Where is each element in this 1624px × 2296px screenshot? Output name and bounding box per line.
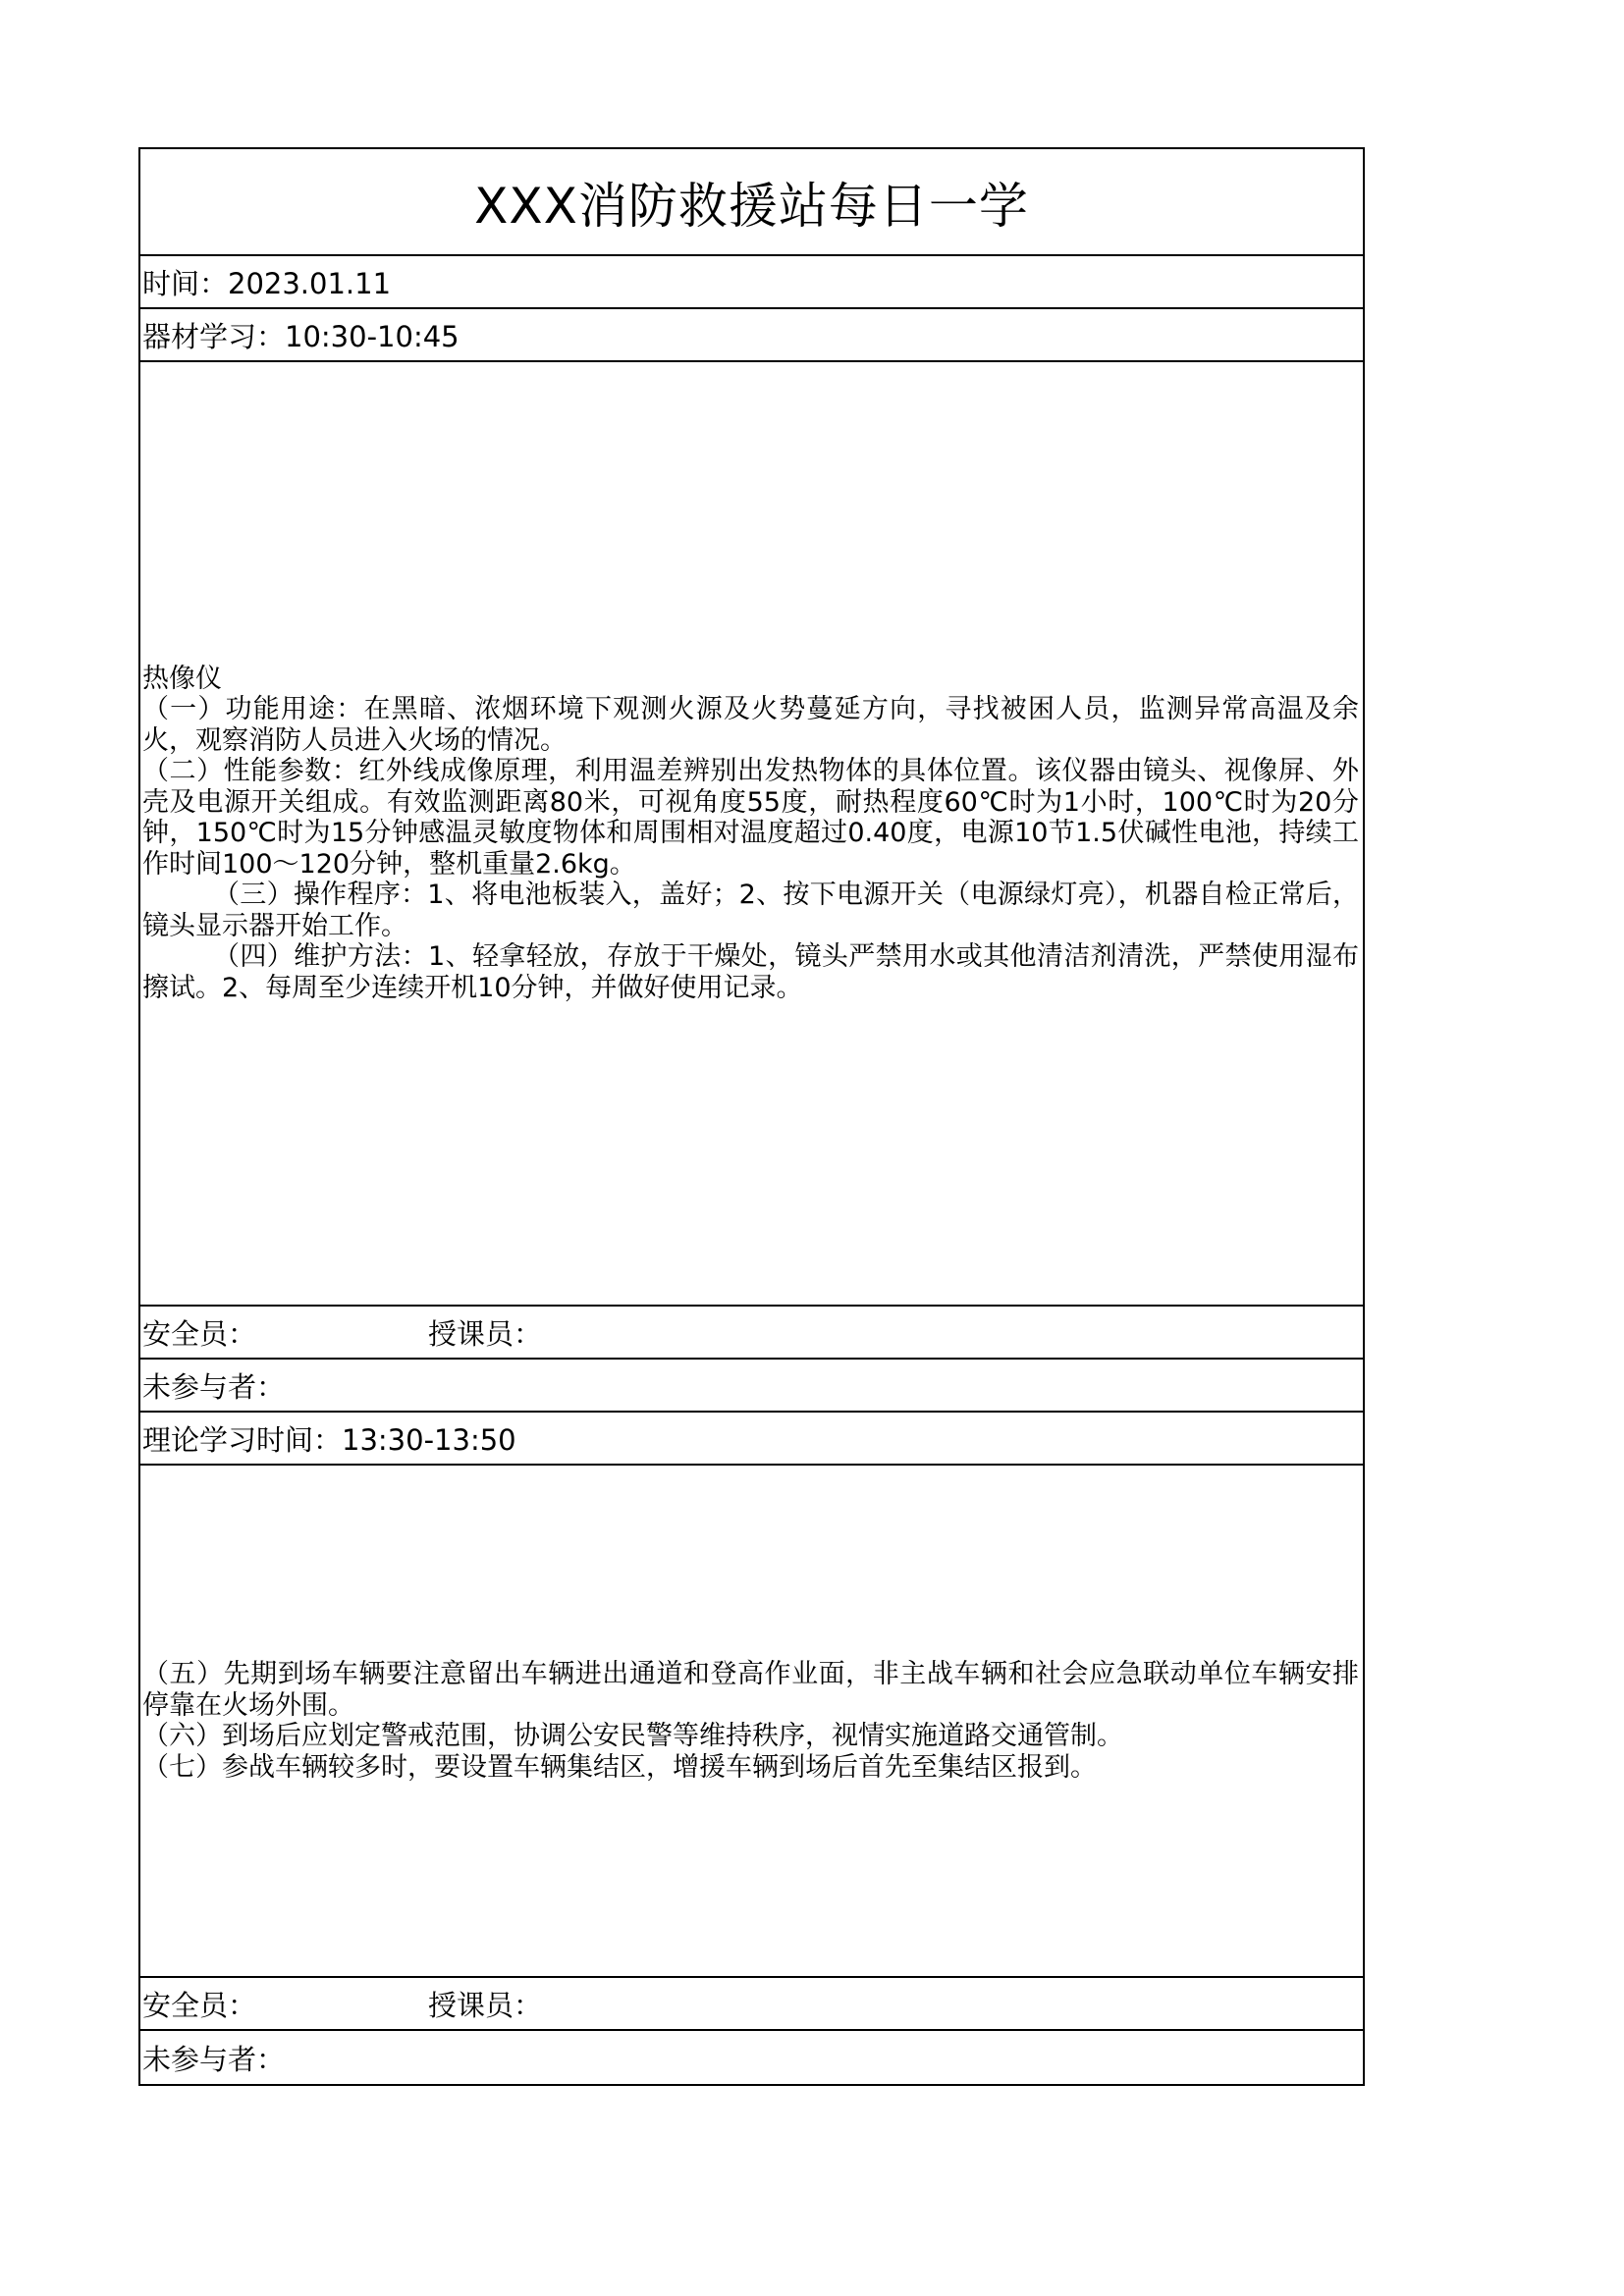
study-sheet xyxy=(138,147,1365,2086)
equipment-paragraph-2: （二）性能参数：红外线成像原理，利用温差辨别出发热物体的具体位置。该仪器由镜头、视像屏、外壳及电源开关组成。有效监测距离80米，可视角度55度，耐热程度60℃时为1小时，100℃时为20分钟，150℃时为15分钟感温灵敏度物体和周围相对温度超过0.40度，电源10节1.5伏碱性电池，持续工作时间100～120分钟，整机重量2.6kg。 xyxy=(142,756,1359,880)
equipment-paragraph-3: （三）操作程序：1、将电池板装入，盖好；2、按下电源开关（电源绿灯亮），机器自检正常后，镜头显示器开始工作。 xyxy=(142,880,1359,941)
instructor-label-2: 授课员： xyxy=(428,1988,543,2022)
absent-row-1 xyxy=(140,1360,1363,1413)
safety-officer-label-1: 安全员： xyxy=(142,1316,257,1351)
date-row xyxy=(140,256,1363,309)
sign-row-1 xyxy=(140,1307,1363,1360)
equipment-content xyxy=(142,664,1359,1004)
instructor-label-1: 授课员： xyxy=(428,1316,543,1351)
theory-time-text: 理论学习时间：13:30-13:50 xyxy=(142,1422,516,1457)
date-text: 时间：2023.01.11 xyxy=(142,266,392,300)
absent-label-1: 未参与者： xyxy=(142,1369,286,1404)
equipment-paragraph-1: （一）功能用途：在黑暗、浓烟环境下观测火源及火势蔓延方向，寻找被困人员，监测异常高温及余火，观察消防人员进入火场的情况。 xyxy=(142,694,1359,756)
equipment-time-text: 器材学习：10:30-10:45 xyxy=(142,319,460,353)
theory-content-cell xyxy=(140,1466,1363,1978)
equipment-paragraph-4: （四）维护方法：1、轻拿轻放，存放于干燥处，镜头严禁用水或其他清洁剂清洗，严禁使用湿布擦试。2、每周至少连续开机10分钟，并做好使用记录。 xyxy=(142,941,1359,1003)
sign-row-2 xyxy=(140,1978,1363,2031)
title-row xyxy=(140,149,1363,256)
equipment-heading: 热像仪 xyxy=(142,663,222,694)
equipment-time-row xyxy=(140,309,1363,362)
theory-content xyxy=(142,1659,1359,1783)
safety-officer-label-2: 安全员： xyxy=(142,1988,257,2022)
page-title: XXX消防救援站每日一学 xyxy=(474,177,1029,235)
theory-paragraph-6: （六）到场后应划定警戒范围，协调公安民警等维持秩序，视情实施道路交通管制。 xyxy=(142,1721,1123,1751)
theory-paragraph-7: （七）参战车辆较多时，要设置车辆集结区，增援车辆到场后首先至集结区报到。 xyxy=(142,1751,1097,1783)
theory-time-row xyxy=(140,1413,1363,1466)
absent-label-2: 未参与者： xyxy=(142,2042,286,2076)
equipment-content-cell xyxy=(140,362,1363,1307)
absent-row-2 xyxy=(140,2031,1363,2084)
theory-paragraph-5: （五）先期到场车辆要注意留出车辆进出通道和登高作业面，非主战车辆和社会应急联动单位车辆安排停靠在火场外围。 xyxy=(142,1659,1359,1721)
